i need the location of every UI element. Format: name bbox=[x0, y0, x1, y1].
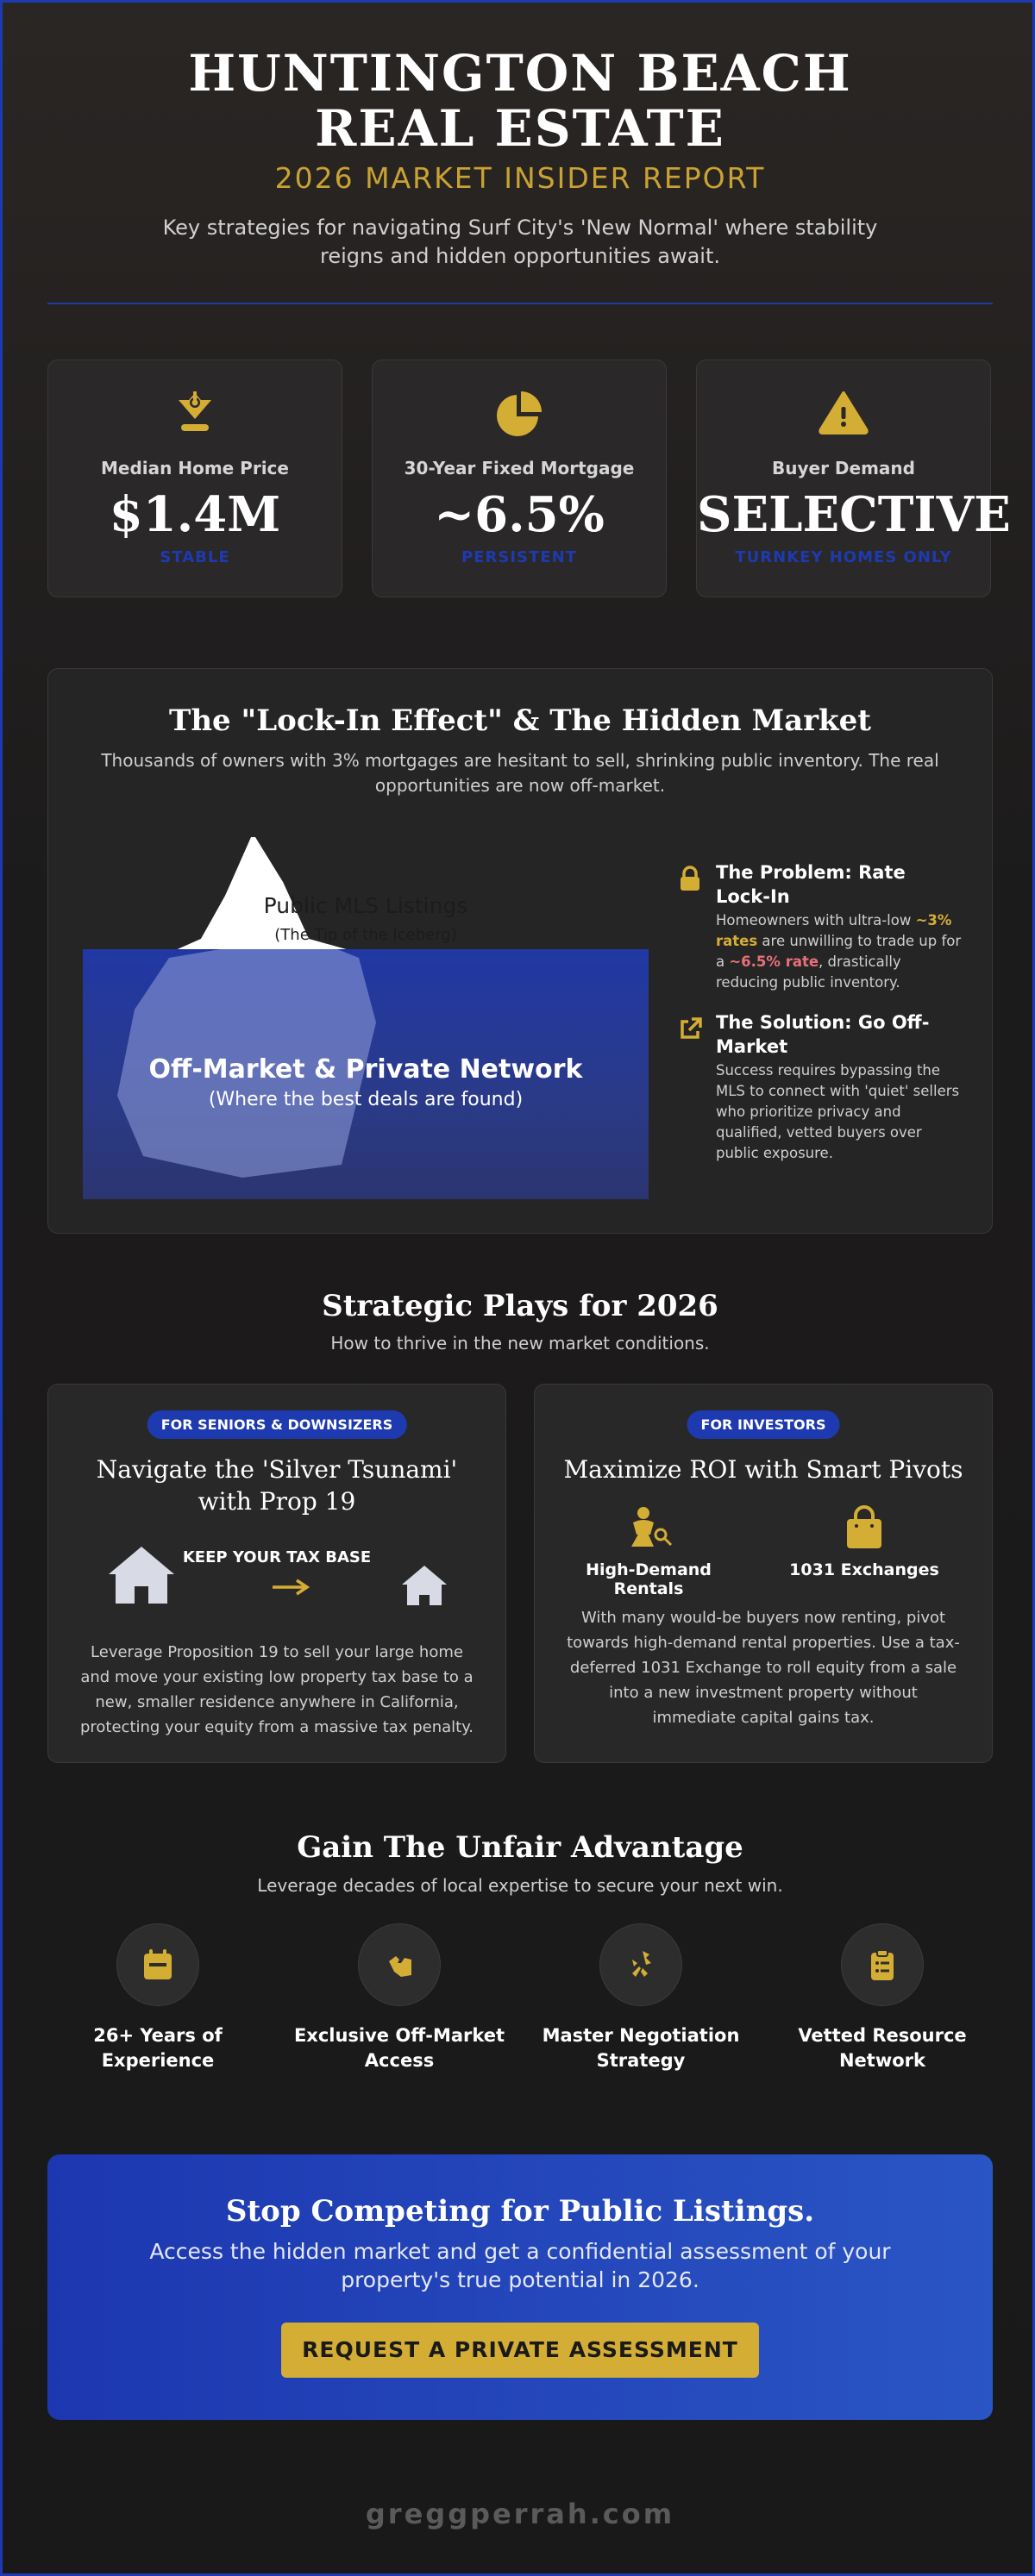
request-assessment-button[interactable]: REQUEST A PRIVATE ASSESSMENT bbox=[281, 2323, 759, 2378]
iceberg-bottom-label: Off-Market & Private Network bbox=[148, 1054, 583, 1085]
divider bbox=[47, 303, 993, 304]
shopping-bag-icon bbox=[843, 1505, 886, 1550]
seniors-text: Leverage Proposition 19 to sell your large home and move your existing low property tax base to a new, smaller residence anywhere in California, protecting your equity from a massive tax penalty. bbox=[79, 1643, 474, 1736]
iceberg-diagram bbox=[83, 837, 649, 1199]
hero bbox=[3, 46, 1035, 271]
stat-tag: STABLE bbox=[160, 548, 230, 566]
advantage-item-resources bbox=[770, 1923, 994, 2073]
seniors-card bbox=[47, 1384, 506, 1763]
stat-label: Buyer Demand bbox=[772, 458, 915, 478]
pie-chart-icon bbox=[373, 390, 666, 440]
stat-label: Median Home Price bbox=[101, 458, 289, 478]
handshake-icon bbox=[382, 1948, 417, 1982]
problem-text-part: , drastically reducing public inventory. bbox=[716, 953, 901, 991]
stat-card-median-price bbox=[47, 360, 342, 597]
clipboard-check-icon bbox=[865, 1948, 900, 1982]
advantage-item-experience bbox=[46, 1923, 270, 2073]
investors-pill: FOR INVESTORS bbox=[687, 1410, 840, 1439]
lock-icon bbox=[678, 866, 702, 891]
beach-umbrella-icon bbox=[48, 390, 342, 440]
advantage-item-negotiation bbox=[529, 1923, 753, 2073]
lock-in-section bbox=[47, 668, 993, 1234]
advantage-title: Gain The Unfair Advantage bbox=[297, 1830, 743, 1865]
stat-card-mortgage bbox=[372, 360, 667, 597]
arrow-right-icon bbox=[271, 1578, 310, 1597]
feature-label: 1031 Exchanges bbox=[789, 1560, 939, 1579]
advantage-subtitle: Leverage decades of local expertise to secure your next win. bbox=[257, 1875, 783, 1896]
hero-lead: Key strategies for navigating Surf City's 'New Normal' where stability reigns and hidden opportunities await. bbox=[162, 216, 878, 268]
advantage-label: Vetted Resource Network bbox=[798, 2025, 967, 2071]
cta-text: Access the hidden market and get a confidential assessment of your property's true potential in 2026. bbox=[149, 2239, 891, 2292]
problem-text-part: are unwilling to trade up for a bbox=[716, 933, 962, 970]
page-title: HUNTINGTON BEACH REAL ESTATE bbox=[188, 44, 852, 158]
iceberg-top-sub: (The Tip of the Iceberg) bbox=[274, 926, 457, 944]
cta-banner bbox=[47, 2154, 993, 2420]
investors-title: Maximize ROI with Smart Pivots bbox=[563, 1455, 963, 1484]
stat-card-buyer-demand bbox=[696, 360, 1011, 597]
stat-value: ~6.5% bbox=[434, 486, 605, 543]
stat-value: SELECTIVE bbox=[697, 486, 1011, 543]
stat-tag: PERSISTENT bbox=[461, 548, 577, 566]
solution-text: Success requires bypassing the MLS to connect with 'quiet' sellers who prioritize privacy and qualified, vetted buyers over public exposure. bbox=[716, 1062, 960, 1161]
solution-title: The Solution: Go Off-Market bbox=[716, 1012, 930, 1057]
warning-icon bbox=[697, 390, 990, 440]
stat-tag: TURNKEY HOMES ONLY bbox=[735, 548, 952, 566]
strategic-subtitle: How to thrive in the new market conditions. bbox=[330, 1333, 710, 1354]
small-house-icon bbox=[400, 1564, 448, 1607]
problem-text-part: Homeowners with ultra-low bbox=[716, 912, 916, 928]
advantage-label: Master Negotiation Strategy bbox=[542, 2025, 740, 2071]
highlight-rate-high: ~6.5% rate bbox=[729, 953, 819, 970]
advantage-label: 26+ Years of Experience bbox=[93, 2025, 223, 2071]
feature-label: High-Demand Rentals bbox=[586, 1560, 712, 1598]
feature-1031 bbox=[778, 1505, 950, 1579]
iceberg-top-label: Public MLS Listings bbox=[263, 893, 468, 918]
footer-domain[interactable]: greggperrah.com bbox=[365, 2498, 675, 2530]
iceberg-shape bbox=[83, 837, 649, 1199]
key-person-icon bbox=[624, 1505, 673, 1550]
external-link-icon bbox=[678, 1016, 702, 1041]
cta-title: Stop Competing for Public Listings. bbox=[225, 2194, 815, 2229]
problem-text bbox=[716, 910, 963, 993]
seniors-title: Navigate the 'Silver Tsunami' with Prop 19 bbox=[96, 1455, 458, 1516]
highlight-rate-low: ~3% rates bbox=[716, 912, 952, 949]
investors-card bbox=[534, 1384, 993, 1763]
page-subtitle: 2026 MARKET INSIDER REPORT bbox=[274, 161, 766, 195]
section-title: The "Lock-In Effect" & The Hidden Market bbox=[169, 703, 871, 738]
problem-point bbox=[678, 860, 963, 993]
calendar-icon bbox=[141, 1948, 175, 1982]
seniors-pill: FOR SENIORS & DOWNSIZERS bbox=[147, 1410, 407, 1439]
iceberg-bottom-sub: (Where the best deals are found) bbox=[208, 1089, 524, 1110]
feature-rentals bbox=[562, 1505, 735, 1598]
solution-point bbox=[678, 1010, 963, 1164]
investors-text: With many would-be buyers now renting, pivot towards high-demand rental properties. Use a tax-deferred 1031 Exchange to roll equity from a sale into a new investment property without immediate capital gains tax. bbox=[567, 1609, 960, 1727]
stat-label: 30-Year Fixed Mortgage bbox=[404, 458, 635, 478]
advantage-item-off-market bbox=[287, 1923, 511, 2073]
section-description: Thousands of owners with 3% mortgages are hesitant to sell, shrinking public inventory. The real opportunities are now off-market. bbox=[101, 750, 939, 796]
strategic-title: Strategic Plays for 2026 bbox=[322, 1289, 718, 1323]
problem-title: The Problem: Rate Lock-In bbox=[716, 862, 906, 907]
keep-tax-base-label: KEEP YOUR TAX BASE bbox=[182, 1548, 372, 1566]
chess-icon bbox=[624, 1948, 658, 1982]
stat-value: $1.4M bbox=[109, 486, 281, 543]
advantage-label: Exclusive Off-Market Access bbox=[293, 2025, 505, 2071]
